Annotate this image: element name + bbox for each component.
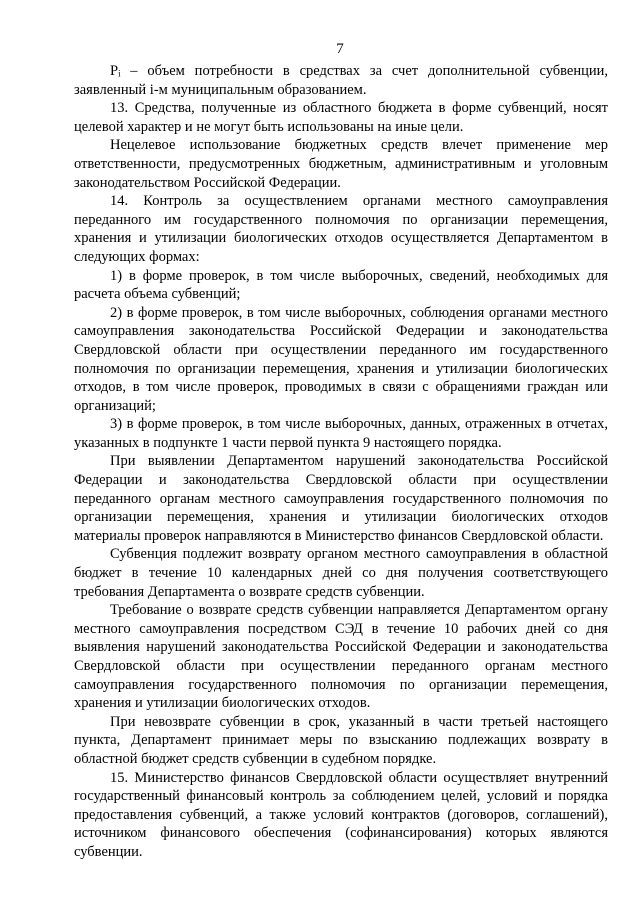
page-number: 7	[336, 41, 344, 57]
paragraph-14-control-forms: 14. Контроль за осуществлением органами местного самоуправления переданного им государственного полномочия по организации перемещения, хранения и утилизации биологических отходов осуществляется Департаментом в следующих формах:	[74, 193, 608, 265]
paragraph-13-targeted-use: 13. Средства, полученные из областного бюджета в форме субвенций, носят целевой характер и не могут быть использованы на иные цели.	[74, 100, 608, 135]
paragraph-court-recovery: При невозврате субвенции в срок, указанный в части третьей настоящего пункта, Департамент принимает меры по взысканию подлежащих возврату в областной бюджет средств субвенции в судебном порядке.	[74, 713, 608, 767]
document-body	[74, 62, 608, 862]
list-item-control-form-3: 3) в форме проверок, в том числе выборочных, данных, отраженных в отчетах, указанных в подпункте 1 части первой пункта 9 настоящего порядка.	[74, 416, 608, 451]
list-item-control-form-2: 2) в форме проверок, в том числе выборочных, соблюдения органами местного самоуправления законодательства Российской Федерации и законодательства Свердловской области при осуществлении переданного им государственного полномочия по организации перемещения, хранения и утилизации биологических отходов, в том числе проверок, проводимых в связи с обращениями граждан или организаций;	[74, 304, 608, 414]
paragraph-15-financial-control: 15. Министерство финансов Свердловской области осуществляет внутренний государственный финансовый контроль за соблюдением целей, условий и порядка предоставления субвенций, а также условий контрактов (договоров, соглашений), источником финансового обеспечения (софинансирования) которых являются субвенции.	[74, 769, 608, 860]
paragraph-violation-materials: При выявлении Департаментом нарушений законодательства Российской Федерации и законодательства Свердловской области при осуществлении переданного органам местного самоуправления государственного полномочия по организации перемещения, хранения и утилизации биологических отходов материалы проверок направляются в Министерство финансов Свердловской области.	[74, 453, 608, 544]
list-item-control-form-1: 1) в форме проверок, в том числе выборочных, сведений, необходимых для расчета объема субвенций;	[74, 267, 608, 303]
paragraph-misuse-liability: Нецелевое использование бюджетных средств влечет применение мер ответственности, предусмотренных бюджетным, административным и уголовным законодательством Российской Федерации.	[74, 137, 608, 191]
paragraph-return-requirement: Требование о возврате средств субвенции направляется Департаментом органу местного самоуправления посредством СЭД в течение 10 рабочих дней со дня выявления нарушений законодательства Российской Федерации и законодательства Свердловской области при осуществлении переданного органам местного самоуправления государственного полномочия по организации перемещения, хранения и утилизации биологических отходов.	[74, 602, 608, 712]
paragraph-subvention-need-definition: Pᵢ – объем потребности в средствах за счет дополнительной субвенции, заявленный i-м муниципальным образованием.	[74, 63, 608, 98]
paragraph-subvention-return: Субвенция подлежит возврату органом местного самоуправления в областной бюджет в течение 10 календарных дней со дня получения соответствующего требования Департамента о возврате средств субвенции.	[74, 546, 608, 600]
